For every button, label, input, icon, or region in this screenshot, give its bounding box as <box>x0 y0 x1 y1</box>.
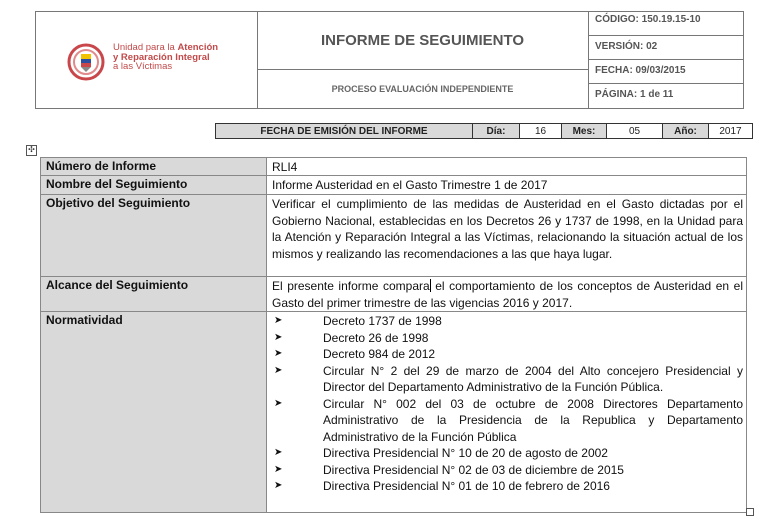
logo-line1-bold: Atención <box>177 42 219 53</box>
numero-value[interactable]: RLI4 <box>272 160 298 174</box>
logo-cell <box>36 12 258 108</box>
table-row <box>41 195 746 277</box>
numero-label: Número de Informe <box>41 158 267 175</box>
logo-line2: y Reparación Integral <box>113 51 210 63</box>
unidad-victimas-logo-icon <box>66 42 106 82</box>
normatividad-list <box>272 313 743 495</box>
list-item: ➤ Decreto 26 de 1998 <box>274 330 429 345</box>
version: VERSIÓN: 02 <box>589 36 744 60</box>
arrow-bullet-icon: ➤ <box>274 397 283 409</box>
table-row <box>41 277 746 312</box>
list-item: ➤ Decreto 1737 de 1998 <box>274 314 442 328</box>
dia-value[interactable]: 16 <box>520 124 562 138</box>
list-item: ➤ Decreto 984 de 2012 <box>274 347 436 361</box>
alcance-value[interactable] <box>267 277 746 311</box>
arrow-bullet-icon: ➤ <box>274 463 283 475</box>
logo-line1: Unidad para la <box>113 42 178 53</box>
arrow-bullet-icon: ➤ <box>274 315 283 326</box>
arrow-bullet-icon: ➤ <box>274 447 283 458</box>
alcance-label: Alcance del Seguimiento <box>41 277 267 311</box>
fecha: FECHA: 09/03/2015 <box>589 60 744 84</box>
anio-value[interactable]: 2017 <box>719 125 742 137</box>
anio-label: Año: <box>663 124 709 138</box>
mes-label: Mes: <box>562 124 607 138</box>
emission-label: FECHA DE EMISIÓN DEL INFORME <box>216 124 473 138</box>
table-row <box>41 176 746 195</box>
codigo: CÓDIGO: 150.19.15-10 <box>589 12 744 36</box>
list-item: ➤ Directiva Presidencial N° 10 de 20 de agosto de 2002 <box>274 446 608 460</box>
table-move-handle-icon[interactable]: ✣ <box>26 145 37 156</box>
process-name: PROCESO EVALUACIÓN INDEPENDIENTE <box>257 70 589 108</box>
normatividad-label: Normatividad <box>41 312 267 512</box>
nombre-label: Nombre del Seguimiento <box>41 176 267 194</box>
document-title: INFORME DE SEGUIMIENTO <box>257 12 589 70</box>
arrow-bullet-icon: ➤ <box>274 480 283 491</box>
arrow-bullet-icon: ➤ <box>274 331 283 343</box>
table-resize-handle-icon[interactable] <box>746 508 754 516</box>
list-item: ➤ Directiva Presidencial N° 02 de 03 de diciembre de 2015 <box>274 462 624 477</box>
emission-date-row <box>215 123 753 139</box>
logo-text <box>113 43 218 72</box>
logo-line3: a las Víctimas <box>113 61 173 72</box>
arrow-bullet-icon: ➤ <box>274 348 283 359</box>
list-item: ➤ Directiva Presidencial N° 01 de 10 de febrero de 2016 <box>274 479 610 493</box>
list-item: ➤ Circular N° 2 del 29 de marzo de 2004 del Alto concejero Presidencial y Director del Departamento Administrativo de la Función Pública. <box>274 363 743 394</box>
pagina: PÁGINA: 1 de 11 <box>595 89 674 100</box>
list-item: ➤ Circular N° 002 del 03 de octubre de 2008 Directores Departamento Administrativo de la Presidencia de la Republica y Departamento Administrativo de la Función Pública <box>274 396 743 444</box>
report-table <box>40 157 747 513</box>
alcance-text-b: el comportamiento de los conceptos de Austeridad en el Gasto del primer trimestre de las vigencias 2016 y 2017. <box>272 279 743 310</box>
arrow-bullet-icon: ➤ <box>274 364 283 376</box>
mes-value[interactable]: 05 <box>607 124 663 138</box>
alcance-text-a: El presente informe compara <box>272 279 430 293</box>
document-header <box>35 11 744 109</box>
nombre-value[interactable]: Informe Austeridad en el Gasto Trimestre 1 de 2017 <box>272 178 548 192</box>
table-row <box>41 158 746 176</box>
objetivo-value[interactable]: Verificar el cumplimiento de las medidas de Austeridad en el Gasto dictadas por el Gobierno Nacional, establecidas en los Decretos 26 y 1737 de 1998, en la Unidad para la Atención y Reparación Integral a las Víctimas, relacionando la situación actual de los mismos y realizando las recomendaciones a las que haya lugar. <box>272 197 743 261</box>
dia-label: Día: <box>473 124 520 138</box>
table-row <box>41 312 746 512</box>
normatividad-value[interactable] <box>267 312 746 512</box>
objetivo-label: Objetivo del Seguimiento <box>41 195 267 276</box>
